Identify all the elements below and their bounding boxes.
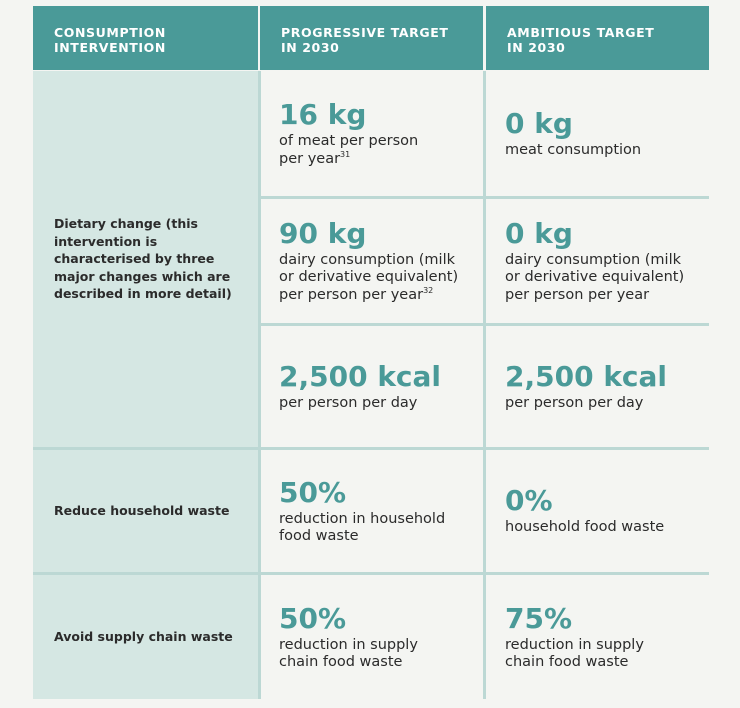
kcal-ambitious-desc: per person per day [505, 394, 644, 411]
meat-progressive-desc-wrap [279, 133, 429, 168]
supply-ambitious-desc: reduction in supply chain food waste [505, 636, 644, 670]
kcal-progressive-value: 2,500 kcal [279, 359, 442, 393]
dairy-progressive-desc-wrap [279, 252, 469, 305]
household-ambitious-cell [486, 450, 709, 572]
dairy-ambitious-value: 0 kg [505, 216, 573, 250]
supply-progressive-desc: reduction in supply chain food waste [279, 636, 418, 670]
supply-progressive-value: 50% [279, 601, 347, 635]
household-progressive-value: 50% [279, 475, 347, 509]
meat-progressive-desc: of meat per person per year [279, 133, 419, 167]
header-consumption-intervention [33, 6, 258, 70]
household-waste-label: Reduce household waste [54, 503, 230, 519]
dairy-progressive-cell [260, 199, 483, 323]
divider-row-2 [260, 323, 709, 326]
divider-vertical-1 [258, 71, 261, 699]
dairy-progressive-desc: dairy consumption (milk or derivative equivalent) per person per year [279, 251, 459, 303]
divider-vertical-2 [483, 71, 486, 699]
meat-ambitious-cell [486, 71, 709, 196]
supply-progressive-cell [260, 575, 483, 699]
kcal-ambitious-cell [486, 326, 709, 447]
household-progressive-cell [260, 450, 483, 572]
dietary-change-label-cell [33, 71, 258, 447]
divider-row-4 [33, 572, 709, 575]
household-waste-label-cell [33, 450, 258, 572]
supply-ambitious-value: 75% [505, 601, 573, 635]
dairy-ambitious-cell [486, 199, 709, 323]
kcal-progressive-cell [260, 326, 483, 447]
dairy-progressive-footnote: 32 [423, 285, 434, 295]
header-ambitious-target [486, 6, 709, 70]
supply-chain-waste-label: Avoid supply chain waste [54, 629, 233, 645]
household-progressive-desc: reduction in household food waste [279, 510, 446, 544]
header-col2-text: PROGRESSIVE TARGET IN 2030 [281, 25, 449, 55]
dietary-change-label: Dietary change (this intervention is characterised by three major changes which are described in more detail) [54, 216, 232, 302]
dairy-ambitious-desc: dairy consumption (milk or derivative equivalent) per person per year [505, 251, 685, 303]
dairy-progressive-value: 90 kg [279, 216, 367, 250]
meat-ambitious-value: 0 kg [505, 106, 573, 140]
kcal-ambitious-value: 2,500 kcal [505, 359, 668, 393]
household-ambitious-value: 0% [505, 484, 553, 518]
supply-ambitious-cell [486, 575, 709, 699]
header-col3-text: AMBITIOUS TARGET IN 2030 [507, 25, 655, 55]
meat-progressive-cell [260, 71, 483, 196]
meat-ambitious-desc: meat consumption [505, 141, 642, 158]
meat-progressive-value: 16 kg [279, 98, 367, 131]
kcal-progressive-desc: per person per day [279, 394, 418, 411]
meat-progressive-footnote: 31 [340, 149, 351, 159]
header-progressive-target [260, 6, 483, 70]
supply-chain-waste-label-cell [33, 575, 258, 699]
divider-row-1 [260, 196, 709, 199]
household-ambitious-desc: household food waste [505, 519, 665, 536]
divider-row-3 [33, 447, 709, 450]
header-col1-text: CONSUMPTION INTERVENTION [54, 25, 166, 55]
